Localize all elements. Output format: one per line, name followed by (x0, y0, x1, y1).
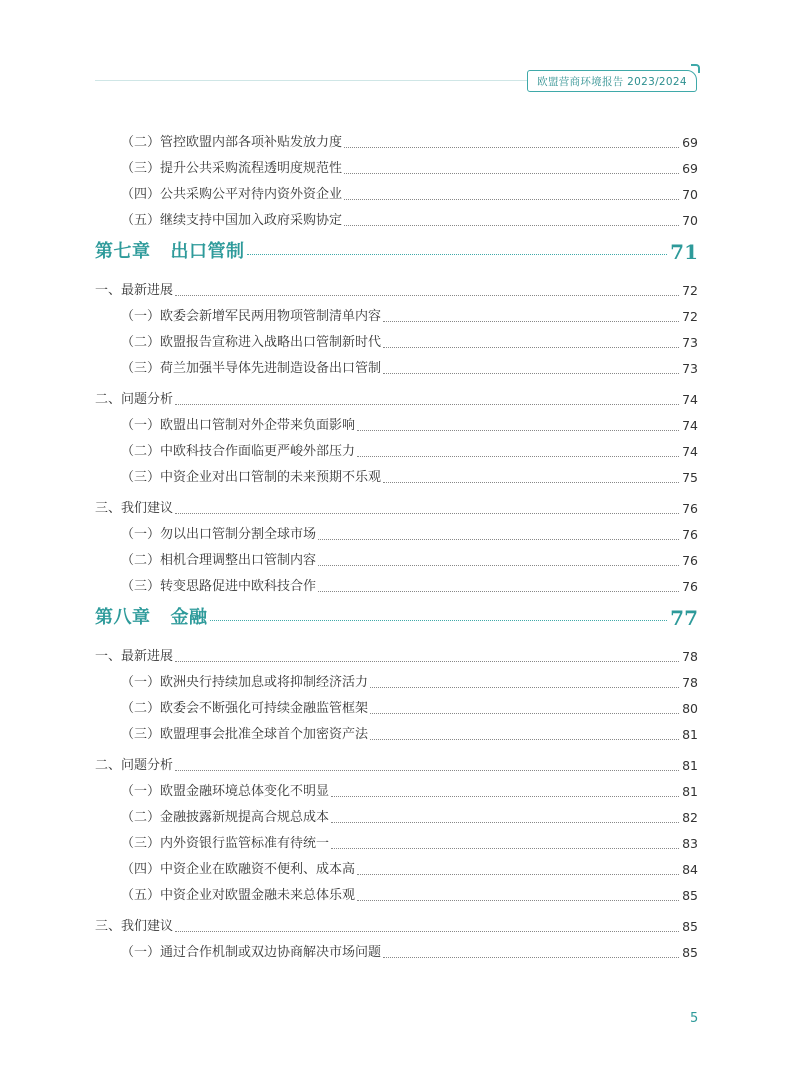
toc-page-number: 78 (682, 649, 698, 664)
dot-leader (331, 796, 679, 797)
dot-leader (318, 565, 679, 566)
toc-page-number: 84 (682, 862, 698, 877)
toc-entry-title: （二）中欧科技合作面临更严峻外部压力 (121, 444, 356, 459)
toc-entry-title: （二）欧委会不断强化可持续金融监管框架 (121, 701, 369, 716)
toc-subsection-entry[interactable] (95, 775, 698, 801)
dot-leader (370, 713, 679, 714)
toc-section-entry[interactable] (95, 640, 698, 666)
toc-entry-title: （二）相机合理调整出口管制内容 (121, 553, 317, 568)
toc-subsection-entry[interactable] (95, 544, 698, 570)
toc-entry-title: （一）欧盟金融环境总体变化不明显 (121, 784, 330, 799)
dot-leader (383, 482, 679, 483)
toc-page-number: 71 (670, 240, 698, 264)
toc-entry-title: （二）欧盟报告宣称进入战略出口管制新时代 (121, 335, 382, 350)
toc-section-entry[interactable] (95, 910, 698, 936)
toc-entry-title: （一）勿以出口管制分割全球市场 (121, 527, 317, 542)
dot-leader (247, 254, 668, 255)
dot-leader (175, 770, 679, 771)
toc-entry-title: （四）中资企业在欧融资不便利、成本高 (121, 862, 356, 877)
dot-leader (344, 173, 679, 174)
toc-subsection-entry[interactable] (95, 178, 698, 204)
toc-subsection-entry[interactable] (95, 435, 698, 461)
toc-page-number: 70 (682, 213, 698, 228)
toc-section-entry[interactable] (95, 492, 698, 518)
dot-leader (357, 874, 679, 875)
toc-subsection-entry[interactable] (95, 692, 698, 718)
toc-subsection-entry[interactable] (95, 409, 698, 435)
dot-leader (175, 513, 679, 514)
toc-entry-title (95, 609, 208, 627)
page-number: 5 (690, 1011, 699, 1026)
dot-leader (175, 404, 679, 405)
toc-subsection-entry[interactable] (95, 718, 698, 744)
dot-leader (344, 199, 679, 200)
toc-page-number: 74 (682, 444, 698, 459)
dot-leader (210, 620, 668, 621)
toc-page-number: 81 (682, 784, 698, 799)
dot-leader (318, 539, 679, 540)
toc-subsection-entry[interactable] (95, 518, 698, 544)
header-rule (95, 80, 527, 81)
toc-entry-title: （一）欧洲央行持续加息或将抑制经济活力 (121, 675, 369, 690)
toc-chapter-entry[interactable] (95, 598, 698, 638)
toc-entry-title: 二、问题分析 (95, 392, 174, 407)
toc-page-number: 80 (682, 701, 698, 716)
chapter-label: 第七章 (95, 241, 151, 262)
report-title: 欧盟营商环境报告 2023/2024 (537, 75, 687, 88)
chapter-title: 出口管制 (170, 241, 245, 262)
toc-subsection-entry[interactable] (95, 827, 698, 853)
toc-page-number: 72 (682, 309, 698, 324)
toc-entry-title: （二）管控欧盟内部各项补贴发放力度 (121, 135, 343, 150)
dot-leader (175, 931, 679, 932)
toc-entry-title: （二）金融披露新规提高合规总成本 (121, 810, 330, 825)
dot-leader (175, 661, 679, 662)
toc-section-entry[interactable] (95, 383, 698, 409)
chapter-label: 第八章 (95, 607, 151, 628)
toc-page-number: 76 (682, 579, 698, 594)
toc-entry-title: （三）转变思路促进中欧科技合作 (121, 579, 317, 594)
dot-leader (344, 225, 679, 226)
toc-page-number: 85 (682, 919, 698, 934)
toc-page-number: 70 (682, 187, 698, 202)
toc-subsection-entry[interactable] (95, 300, 698, 326)
toc-page-number: 74 (682, 392, 698, 407)
toc-entry-title: （四）公共采购公平对待内资外资企业 (121, 187, 343, 202)
toc-subsection-entry[interactable] (95, 879, 698, 905)
toc-section-entry[interactable] (95, 749, 698, 775)
dot-leader (383, 321, 679, 322)
toc-entry-title: （三）中资企业对出口管制的未来预期不乐观 (121, 470, 382, 485)
toc-subsection-entry[interactable] (95, 666, 698, 692)
toc-page-number: 83 (682, 836, 698, 851)
dot-leader (383, 373, 679, 374)
toc-subsection-entry[interactable] (95, 126, 698, 152)
toc-page-number: 76 (682, 501, 698, 516)
toc-page-number: 75 (682, 470, 698, 485)
dot-leader (383, 957, 679, 958)
dot-leader (357, 430, 679, 431)
toc-entry-title: 三、我们建议 (95, 919, 174, 934)
toc-entry-title: （三）荷兰加强半导体先进制造设备出口管制 (121, 361, 382, 376)
toc-page-number: 72 (682, 283, 698, 298)
toc-subsection-entry[interactable] (95, 461, 698, 487)
chapter-title: 金融 (170, 607, 208, 628)
toc-entry-title: （一）欧委会新增军民两用物项管制清单内容 (121, 309, 382, 324)
report-title-tab (527, 70, 697, 92)
toc-page-number: 69 (682, 135, 698, 150)
toc-page-number: 85 (682, 888, 698, 903)
toc-subsection-entry[interactable] (95, 204, 698, 230)
toc-page-number: 76 (682, 553, 698, 568)
toc-entry-title: 一、最新进展 (95, 283, 174, 298)
toc-subsection-entry[interactable] (95, 853, 698, 879)
toc-subsection-entry[interactable] (95, 352, 698, 378)
toc-page-number: 82 (682, 810, 698, 825)
toc-subsection-entry[interactable] (95, 326, 698, 352)
toc-page-number: 77 (670, 606, 698, 630)
toc-page-number: 73 (682, 335, 698, 350)
table-of-contents (95, 126, 698, 962)
dot-leader (370, 687, 679, 688)
toc-entry-title: （五）继续支持中国加入政府采购协定 (121, 213, 343, 228)
toc-page-number: 78 (682, 675, 698, 690)
dot-leader (331, 822, 679, 823)
dot-leader (357, 900, 679, 901)
toc-chapter-entry[interactable] (95, 232, 698, 272)
toc-page-number: 69 (682, 161, 698, 176)
dot-leader (318, 591, 679, 592)
toc-page-number: 73 (682, 361, 698, 376)
tab-corner-decoration (691, 64, 700, 73)
toc-section-entry[interactable] (95, 274, 698, 300)
dot-leader (344, 147, 679, 148)
toc-entry-title: 三、我们建议 (95, 501, 174, 516)
toc-page-number: 81 (682, 727, 698, 742)
toc-entry-title (95, 243, 245, 261)
toc-page-number: 81 (682, 758, 698, 773)
toc-entry-title: （一）通过合作机制或双边协商解决市场问题 (121, 945, 382, 960)
toc-subsection-entry[interactable] (95, 570, 698, 596)
toc-entry-title: （三）提升公共采购流程透明度规范性 (121, 161, 343, 176)
toc-subsection-entry[interactable] (95, 152, 698, 178)
toc-entry-title: 一、最新进展 (95, 649, 174, 664)
toc-entry-title: （三）内外资银行监管标准有待统一 (121, 836, 330, 851)
toc-entry-title: （一）欧盟出口管制对外企带来负面影响 (121, 418, 356, 433)
toc-entry-title: 二、问题分析 (95, 758, 174, 773)
dot-leader (357, 456, 679, 457)
dot-leader (383, 347, 679, 348)
toc-entry-title: （五）中资企业对欧盟金融未来总体乐观 (121, 888, 356, 903)
toc-page-number: 85 (682, 945, 698, 960)
dot-leader (331, 848, 679, 849)
toc-entry-title: （三）欧盟理事会批准全球首个加密资产法 (121, 727, 369, 742)
toc-subsection-entry[interactable] (95, 801, 698, 827)
toc-subsection-entry[interactable] (95, 936, 698, 962)
dot-leader (370, 739, 679, 740)
toc-page-number: 76 (682, 527, 698, 542)
dot-leader (175, 295, 679, 296)
toc-page-number: 74 (682, 418, 698, 433)
